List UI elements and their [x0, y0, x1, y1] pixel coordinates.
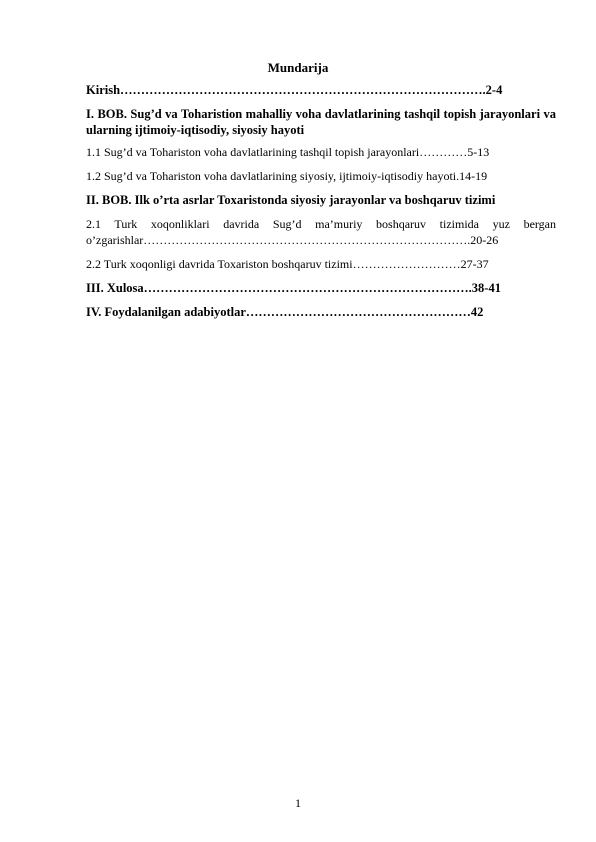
page-number: 1 [295, 796, 301, 810]
toc-entry-chapter-1[interactable]: I. BOB. Sug’d va Toharistion mahalliy voha davlatlarining tashqil topish jarayonlari va ularning ijtimoiy-iqtisodiy, siyosiy hayoti [86, 107, 556, 137]
page-title: Mundarija [267, 60, 329, 75]
toc-entry-section-1-2[interactable]: 1.2 Sug’d va Tohariston voha davlatlarining siyosiy, ijtimoiy-iqtisodiy hayoti.14-19 [86, 169, 488, 183]
toc-entry-section-1-1[interactable]: 1.1 Sug’d va Tohariston voha davlatlarining tashqil topish jarayonlari…………5-13 [86, 145, 490, 159]
toc-entry-xulosa[interactable]: III. Xulosa…………………………………………………………………….38-41 [86, 281, 501, 295]
toc-entry-kirish[interactable]: Kirish…………………………………………………………………………….2-4 [86, 83, 503, 97]
toc-entry-adabiyotlar[interactable]: IV. Foydalanilgan adabiyotlar………………………………………………42 [86, 305, 484, 319]
toc-entry-section-2-2[interactable]: 2.2 Turk xoqonligi davrida Toxariston boshqaruv tizimi………………………27-37 [86, 257, 489, 271]
toc-entry-section-2-1[interactable]: 2.1 Turk xoqonliklari davrida Sug’d ma’muriy boshqaruv tizimida yuz bergan o’zgarishlar……………………………………………………………………….20-26 [86, 217, 556, 247]
table-of-contents [86, 82, 556, 328]
toc-entry-chapter-2[interactable]: II. BOB. Ilk o’rta asrlar Toxaristonda siyosiy jarayonlar va boshqaruv tizimi [86, 193, 496, 207]
